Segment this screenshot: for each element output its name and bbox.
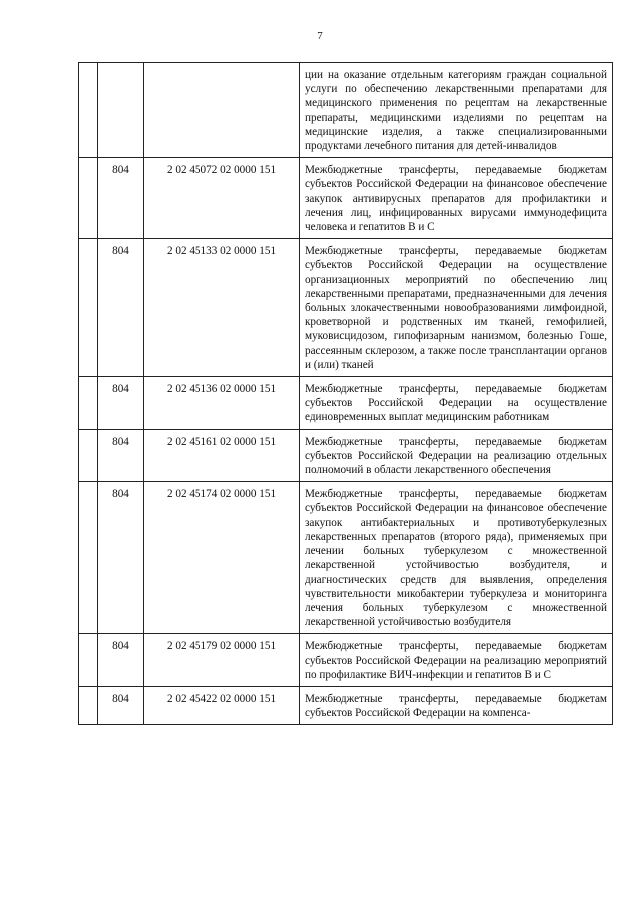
blank-cell [79,377,98,430]
admin-code-cell: 804 [98,377,144,430]
budget-codes-table [78,62,613,725]
blank-cell [79,686,98,724]
budget-code-cell: 2 02 45422 02 0000 151 [144,686,300,724]
budget-code-cell: 2 02 45133 02 0000 151 [144,239,300,377]
budget-code-cell [144,63,300,158]
budget-code-cell: 2 02 45072 02 0000 151 [144,158,300,239]
description-cell: Межбюджетные трансферты, передаваемые бюджетам субъектов Российской Федерации на реализацию мероприятий по профилактике ВИЧ-инфекции и гепатитов B и C [300,634,613,687]
blank-cell [79,239,98,377]
budget-code-cell: 2 02 45161 02 0000 151 [144,429,300,482]
table-row [79,158,613,239]
table-row [79,482,613,634]
admin-code-cell [98,63,144,158]
blank-cell [79,634,98,687]
blank-cell [79,158,98,239]
budget-code-cell: 2 02 45179 02 0000 151 [144,634,300,687]
admin-code-cell: 804 [98,634,144,687]
admin-code-cell: 804 [98,686,144,724]
description-cell: Межбюджетные трансферты, передаваемые бюджетам субъектов Российской Федерации на финансовое обеспечение закупок антибактериальных и противотуберкулезных лекарственных препаратов (второго ряда), применяемых при лечении больных туберкулезом с множественной лекарственной устойчивостью возбудителя, и диагностических средств для выявления, определения чувствительности микобактерии туберкулеза и мониторинга лечения больных туберкулезом с множественной лекарственной устойчивостью возбудителя [300,482,613,634]
description-cell: Межбюджетные трансферты, передаваемые бюджетам субъектов Российской Федерации на финансовое обеспечение закупок антивирусных препаратов для профилактики и лечения лиц, инфицированных вирусами иммунодефицита человека и гепатитов B и C [300,158,613,239]
blank-cell [79,482,98,634]
table-row [79,377,613,430]
description-cell: Межбюджетные трансферты, передаваемые бюджетам субъектов Российской Федерации на осуществление единовременных выплат медицинским работникам [300,377,613,430]
admin-code-cell: 804 [98,239,144,377]
page-number: 7 [317,30,323,42]
table-row [79,429,613,482]
table-row [79,63,613,158]
budget-code-cell: 2 02 45136 02 0000 151 [144,377,300,430]
admin-code-cell: 804 [98,482,144,634]
table-row [79,686,613,724]
description-cell: ции на оказание отдельным категориям граждан социальной услуги по обеспечению лекарственными препаратами для медицинского применения по рецептам на лекарственные препараты, медицинскими изделиями по рецептам на медицинские изделия, а также специализированными продуктами лечебного питания для детей-инвалидов [300,63,613,158]
table-row [79,634,613,687]
table-row [79,239,613,377]
description-cell: Межбюджетные трансферты, передаваемые бюджетам субъектов Российской Федерации на реализацию отдельных полномочий в области лекарственного обеспечения [300,429,613,482]
description-cell: Межбюджетные трансферты, передаваемые бюджетам субъектов Российской Федерации на осуществление организационных мероприятий по обеспечению лиц лекарственными препаратами, предназначенными для лечения больных злокачественными новообразованиями лимфоидной, кроветворной и родственных им тканей, гемофилией, муковисцидозом, гипофизарным нанизмом, болезнью Гоше, рассеянным склерозом, а также после трансплантации органов и (или) тканей [300,239,613,377]
blank-cell [79,429,98,482]
description-cell: Межбюджетные трансферты, передаваемые бюджетам субъектов Российской Федерации на компенса- [300,686,613,724]
budget-code-cell: 2 02 45174 02 0000 151 [144,482,300,634]
blank-cell [79,63,98,158]
admin-code-cell: 804 [98,158,144,239]
admin-code-cell: 804 [98,429,144,482]
